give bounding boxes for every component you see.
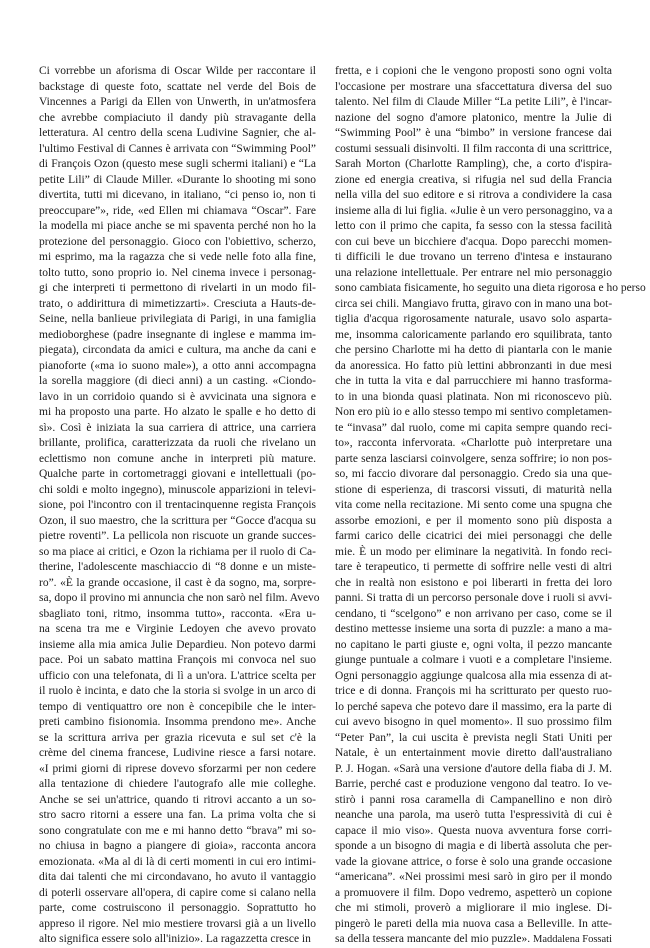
text-line: sono congratulate con me e mi hanno detto “brava” mi so- <box>39 824 316 837</box>
text-line: sponde a un bisogno di magia e di libertà assoluta che per- <box>335 840 612 852</box>
text-line: talento. Nel film di Claude Miller “La petite Lili”, è l'incar- <box>335 96 612 108</box>
text-line: alla tentazione di chiedere l'autografo alle mie colleghe. <box>39 778 316 790</box>
text-line: «I primi giorni di riprese dovevo sforzarmi per non cedere <box>39 762 316 775</box>
text-line: che in realtà non esistono e poi liberarti in fretta dei loro <box>335 576 612 589</box>
text-line: ro”. «È la grande occasione, il cast è da sogno, ma, sorpre- <box>39 576 316 589</box>
text-line: pace. Poi un sabato mattina François mi convoca nel suo <box>39 654 316 666</box>
text-line: “Peter Pan”, la cui uscita è prevista negli Stati Uniti per <box>335 731 612 744</box>
text-line: la sorella maggiore (di dieci anni) a un casting. «Ciondo- <box>39 375 316 387</box>
text-line-content: sa della tessera mancante del mio puzzle». <box>335 933 531 945</box>
text-line: letteratura. Al centro della scena Ludivine Sagnier, che al- <box>39 127 316 139</box>
text-line: che avrebbe compiaciuto il dandy più stravagante della <box>39 111 316 124</box>
text-line: Vincennes a Parigi da Ellen von Unwerth, in un'atmosfera <box>39 96 316 108</box>
text-line: l'ultimo Festival di Cannes è arrivata con “Swimming Pool” <box>39 142 316 155</box>
text-line: destino mettesse insieme una sorta di puzzle: a mano a ma- <box>335 623 612 635</box>
text-line: insieme alla mia amica Julie Depardieu. Non potevo darmi <box>39 638 316 651</box>
text-line: “americana”. «Nei prossimi mesi sarò in giro per il mondo <box>335 871 612 883</box>
text-line: medioborghese (padre insegnante di inglese e mamma im- <box>39 328 316 341</box>
text-line: sì». Così è iniziata la sua carriera di attrice, una carriera <box>39 421 316 434</box>
text-line: piegata), circondata da amici e cultura, ma anche da cani e <box>39 344 316 356</box>
text-line: pianoforte («ma io suono male»), a otto anni accompagna <box>39 359 316 372</box>
text-line: parte senza lasciarsi coinvolgere, senza soffrire; io non pos- <box>335 452 612 465</box>
text-line: vade la giovane attrice, o forse è solo una grande occasione <box>335 855 612 868</box>
text-line: Ogni personaggio aggiunge qualcosa alla mia essenza di at- <box>335 669 612 682</box>
text-line: ufficio con una telefonata, di lì a un'ora. L'attrice scelta per <box>39 669 316 682</box>
text-line: sa, dopo il provino mi annuncia che non sarò nel film. Avevo <box>39 592 320 604</box>
text-line: preti cambino fisionomia. Insomma prendono me». Anche <box>39 716 316 728</box>
text-line: tempo di ventiquattro ore non è concepibile che le inter- <box>39 700 316 713</box>
text-line: Qualche parte in cortometraggi giovani e intellettuali (po- <box>39 468 316 480</box>
text-line: cendano, ti “scelgono” e non arrivano per caso, come se il <box>335 607 612 620</box>
text-line: di François Ozon (questo mese sugli schermi italiani) e “La <box>39 158 316 170</box>
text-line: insieme alla di lui figlia. «Julie è un vero personaggino, va a <box>335 204 613 217</box>
text-line: alto significa essere solo all'inizio». La ragazzetta cresce in <box>39 933 311 945</box>
text-line: stirò i panni rosa caramella di Campanellino e non dirò <box>335 793 612 806</box>
text-line: appreso il rigore. Nel mio mestiere trovarsi già a un livello <box>39 917 316 930</box>
text-line: che persino Charlotte mi ha detto di piantarla con le manie <box>335 344 612 356</box>
text-line: “Swimming Pool” è una “bimbo” in versione francese dai <box>335 127 612 139</box>
text-line: pingerò le pareti della mia nuova casa a Belleville. In atte- <box>335 917 612 930</box>
text-line: no capitano le parti giuste e, ogni volta, il pezzo mancante <box>335 638 612 651</box>
text-line: so, mi faccio divorare dal personaggio. Credo sia una que- <box>335 468 612 480</box>
text-line: eclettismo non comune anche in interpreti più mature. <box>39 452 316 465</box>
text-line: na scena tra me e Virginie Ledoyen che avevo provato <box>39 623 316 635</box>
text-line: che mi stimoli, proverò a migliorare il mio inglese. Di- <box>335 902 612 914</box>
text-line: Seine, nella banlieue privilegiata di Parigi, in una famiglia <box>39 313 316 325</box>
text-line: sbagliato toni, ritmo, insomma tutto», racconta. «Era u- <box>39 607 316 620</box>
text-line: lavo in un corridoio quando si è avvicinata una signora e <box>39 390 316 403</box>
text-line: Sarah Morton (Charlotte Rampling), che, a corto d'ispira- <box>335 158 612 170</box>
text-line: me, insomma caloricamente parlando ero squilibrata, tanto <box>335 328 612 341</box>
text-line: di poterli osservare all'opera, di capire come si calano nella <box>39 886 316 899</box>
text-line: no chiusa in bagno a piangere di gioia», racconta ancora <box>39 840 316 852</box>
text-line: ti difficili le due trovano un terreno d'intesa e instaurano <box>335 251 612 263</box>
text-line: l'occasione per mostrare una sfaccettatura diversa del suo <box>335 80 612 93</box>
author-signature: Maddalena Fossati <box>532 934 613 945</box>
text-line: protezione del personaggio. Gioco con l'obiettivo, scherzo, <box>39 235 316 248</box>
text-line: Barrie, perché cast e produzione vengono dal teatro. Io ve- <box>335 778 612 790</box>
text-line: te “invasa” dal ruolo, come mi capita sempre quando reci- <box>335 421 612 434</box>
text-line: chi soldi e molto ingegno), minuscole apparizioni in televi- <box>39 483 316 496</box>
text-line: backstage di queste foto, scattate nel verde del Bois de <box>39 80 316 93</box>
text-line: circa sei chili. Mangiavo frutta, giravo con in mano una bot- <box>335 297 613 310</box>
text-line: a promuovere il film. Dopo vedremo, aspetterò un copione <box>335 886 612 899</box>
text-line: neanche una parola, ma userò tutta l'espressività di cui è <box>335 809 612 821</box>
text-line: P. J. Hogan. «Sarà una versione d'autore della fiaba di J. M. <box>335 762 612 775</box>
text-line: so ma piace ai critici, e Ozon la richiama per il ruolo di Ca- <box>39 545 316 558</box>
text-line: dita dai talenti che mi circondavano, ho avuto il vantaggio <box>39 871 316 883</box>
text-line: giunge puntuale a colmare i vuoti e a completare l'insieme. <box>335 654 612 666</box>
text-line: to», racconta infervorata. «Charlotte può interpretare una <box>335 437 612 449</box>
text-line: vita come nella recitazione. Mi sento come una spugna che <box>335 499 612 511</box>
text-line: stione di esperienza, di trascorsi vissuti, di maturità nella <box>335 483 612 496</box>
article-column-left <box>39 64 320 948</box>
text-line: mie. È un modo per eliminare la negatività. In fondo reci- <box>335 545 612 558</box>
text-line: nazione del sogno d'amore platonico, mentre la Julie di <box>335 111 612 124</box>
text-line: brillante, prolifica, caratterizzata da ruoli che rivelano un <box>39 437 316 449</box>
text-line: Natale, è un entertainment movie diretto dall'australiano <box>335 747 612 759</box>
text-line: tiglia d'acqua rigorosamente naturale, usavo solo asparta- <box>335 313 612 325</box>
text-line: trice e di donna. François mi ha scritturato per questo ruo- <box>335 685 612 697</box>
text-line: nella villa del suo editore e si ritrova a condividere la casa <box>335 189 612 201</box>
text-line: sono cambiata fisicamente, ho seguito una dieta rigorosa e ho perso <box>335 282 646 294</box>
text-line: con cui beve un bicchiere d'acqua. Dopo parecchi momen- <box>335 235 612 248</box>
text-line: la modella mi piace anche se mi spaventa perché non ho la <box>39 220 316 232</box>
text-line: da anoressica. Ho fatto più lettini abbronzanti in due mesi <box>335 359 612 372</box>
text-line: lo perché sapeva che potevo dare il massimo, era la parte di <box>335 700 612 713</box>
text-line: cui avevo bisogno in quel momento». Il suo prossimo film <box>335 716 612 728</box>
text-line: panni. Si tratta di un percorso personale dove i ruoli si avvi- <box>335 592 612 604</box>
text-line: petite Lili” di Claude Miller. «Durante lo shooting mi sono <box>39 173 316 186</box>
text-line: Anche se sei un'attrice, quando ti ritrovi accanto a un so- <box>39 793 316 806</box>
text-line: che in tutta la vita e dal parrucchiere mi hanno trasforma- <box>335 375 612 387</box>
text-line: emozionata. «Ma al di là di certi momenti in cui ero intimi- <box>39 855 316 868</box>
text-line: preoccupare”», ride, «ed Ellen mi chiamava “Oscar”. Fare <box>39 204 316 217</box>
text-line: crème del cinema francese, Ludivine riesce a farsi notare. <box>39 747 316 759</box>
text-line: Non ero più io e allo stesso tempo mi sentivo completamen- <box>335 406 612 418</box>
text-line: parte, come costruiscono il personaggio. Soprattutto ho <box>39 902 316 914</box>
article-column-right <box>335 64 646 948</box>
text-line: Ci vorrebbe un aforisma di Oscar Wilde per raccontare il <box>39 65 316 77</box>
text-line: therine, l'adolescente maschiaccio di “8 donne e un miste- <box>39 561 316 573</box>
text-line: sione, poi l'incontro con il trentacinquenne regista François <box>39 499 316 511</box>
text-line: pietre roventi”. La pellicola non riscuote un grande succes- <box>39 530 316 542</box>
text-line: stro sacro ritorni a essere una fan. La prima volta che si <box>39 809 316 821</box>
text-line: costumi sessuali disinvolti. Il film racconta di una scrittrice, <box>335 142 612 155</box>
text-line: se la scrittura arriva per grazia ricevuta e sul set c'è la <box>39 731 316 744</box>
text-line: fretta, e i copioni che le vengono proposti sono ogni volta <box>335 65 612 77</box>
text-line: farmi carico delle cicatrici dei miei personaggi che delle <box>335 530 612 542</box>
text-line: mi esprimo, ma la ragazza che si vede nelle foto alla fine, <box>39 251 316 263</box>
text-line <box>335 932 612 948</box>
text-line: to in una bionda quasi platinata. Non mi riconoscevo più. <box>335 390 612 403</box>
text-line: capace il mio viso». Questa nuova avventura forse corri- <box>335 824 612 837</box>
text-line: il ruolo è incinta, e dato che la storia si svolge in un arco di <box>39 685 316 697</box>
text-line: trato, o addirittura di mimetizzarti». Cresciuta a Hauts-de- <box>39 297 316 310</box>
text-line: tolto tutto, sono proprio io. Nel cinema invece i personag- <box>39 266 316 279</box>
text-line: zione ed energia creativa, si rifugia nel sud della Francia <box>335 173 612 186</box>
text-line: Ozon, il suo maestro, che la scrittura per “Gocce d'acqua su <box>39 514 316 527</box>
text-line: assorbe emozioni, e per il momento sono più disposta a <box>335 514 612 527</box>
text-line: mi ha proposto una parte. Ho alzato le spalle e ho detto di <box>39 406 316 418</box>
text-line: gi che interpreti ti permettono di rivelarti in un modo fil- <box>39 282 316 294</box>
text-line: una relazione intellettuale. Per entrare nel mio personaggio <box>335 266 612 279</box>
text-line: letto con il primo che capita, fa sesso con la stessa facilità <box>335 220 612 232</box>
text-line: tare è terapeutico, ti permette di soffrire nelle vesti di altri <box>335 561 612 573</box>
text-line: divertita, tutti mi dicevano, in italiano, “ci penso io, non ti <box>39 189 316 201</box>
